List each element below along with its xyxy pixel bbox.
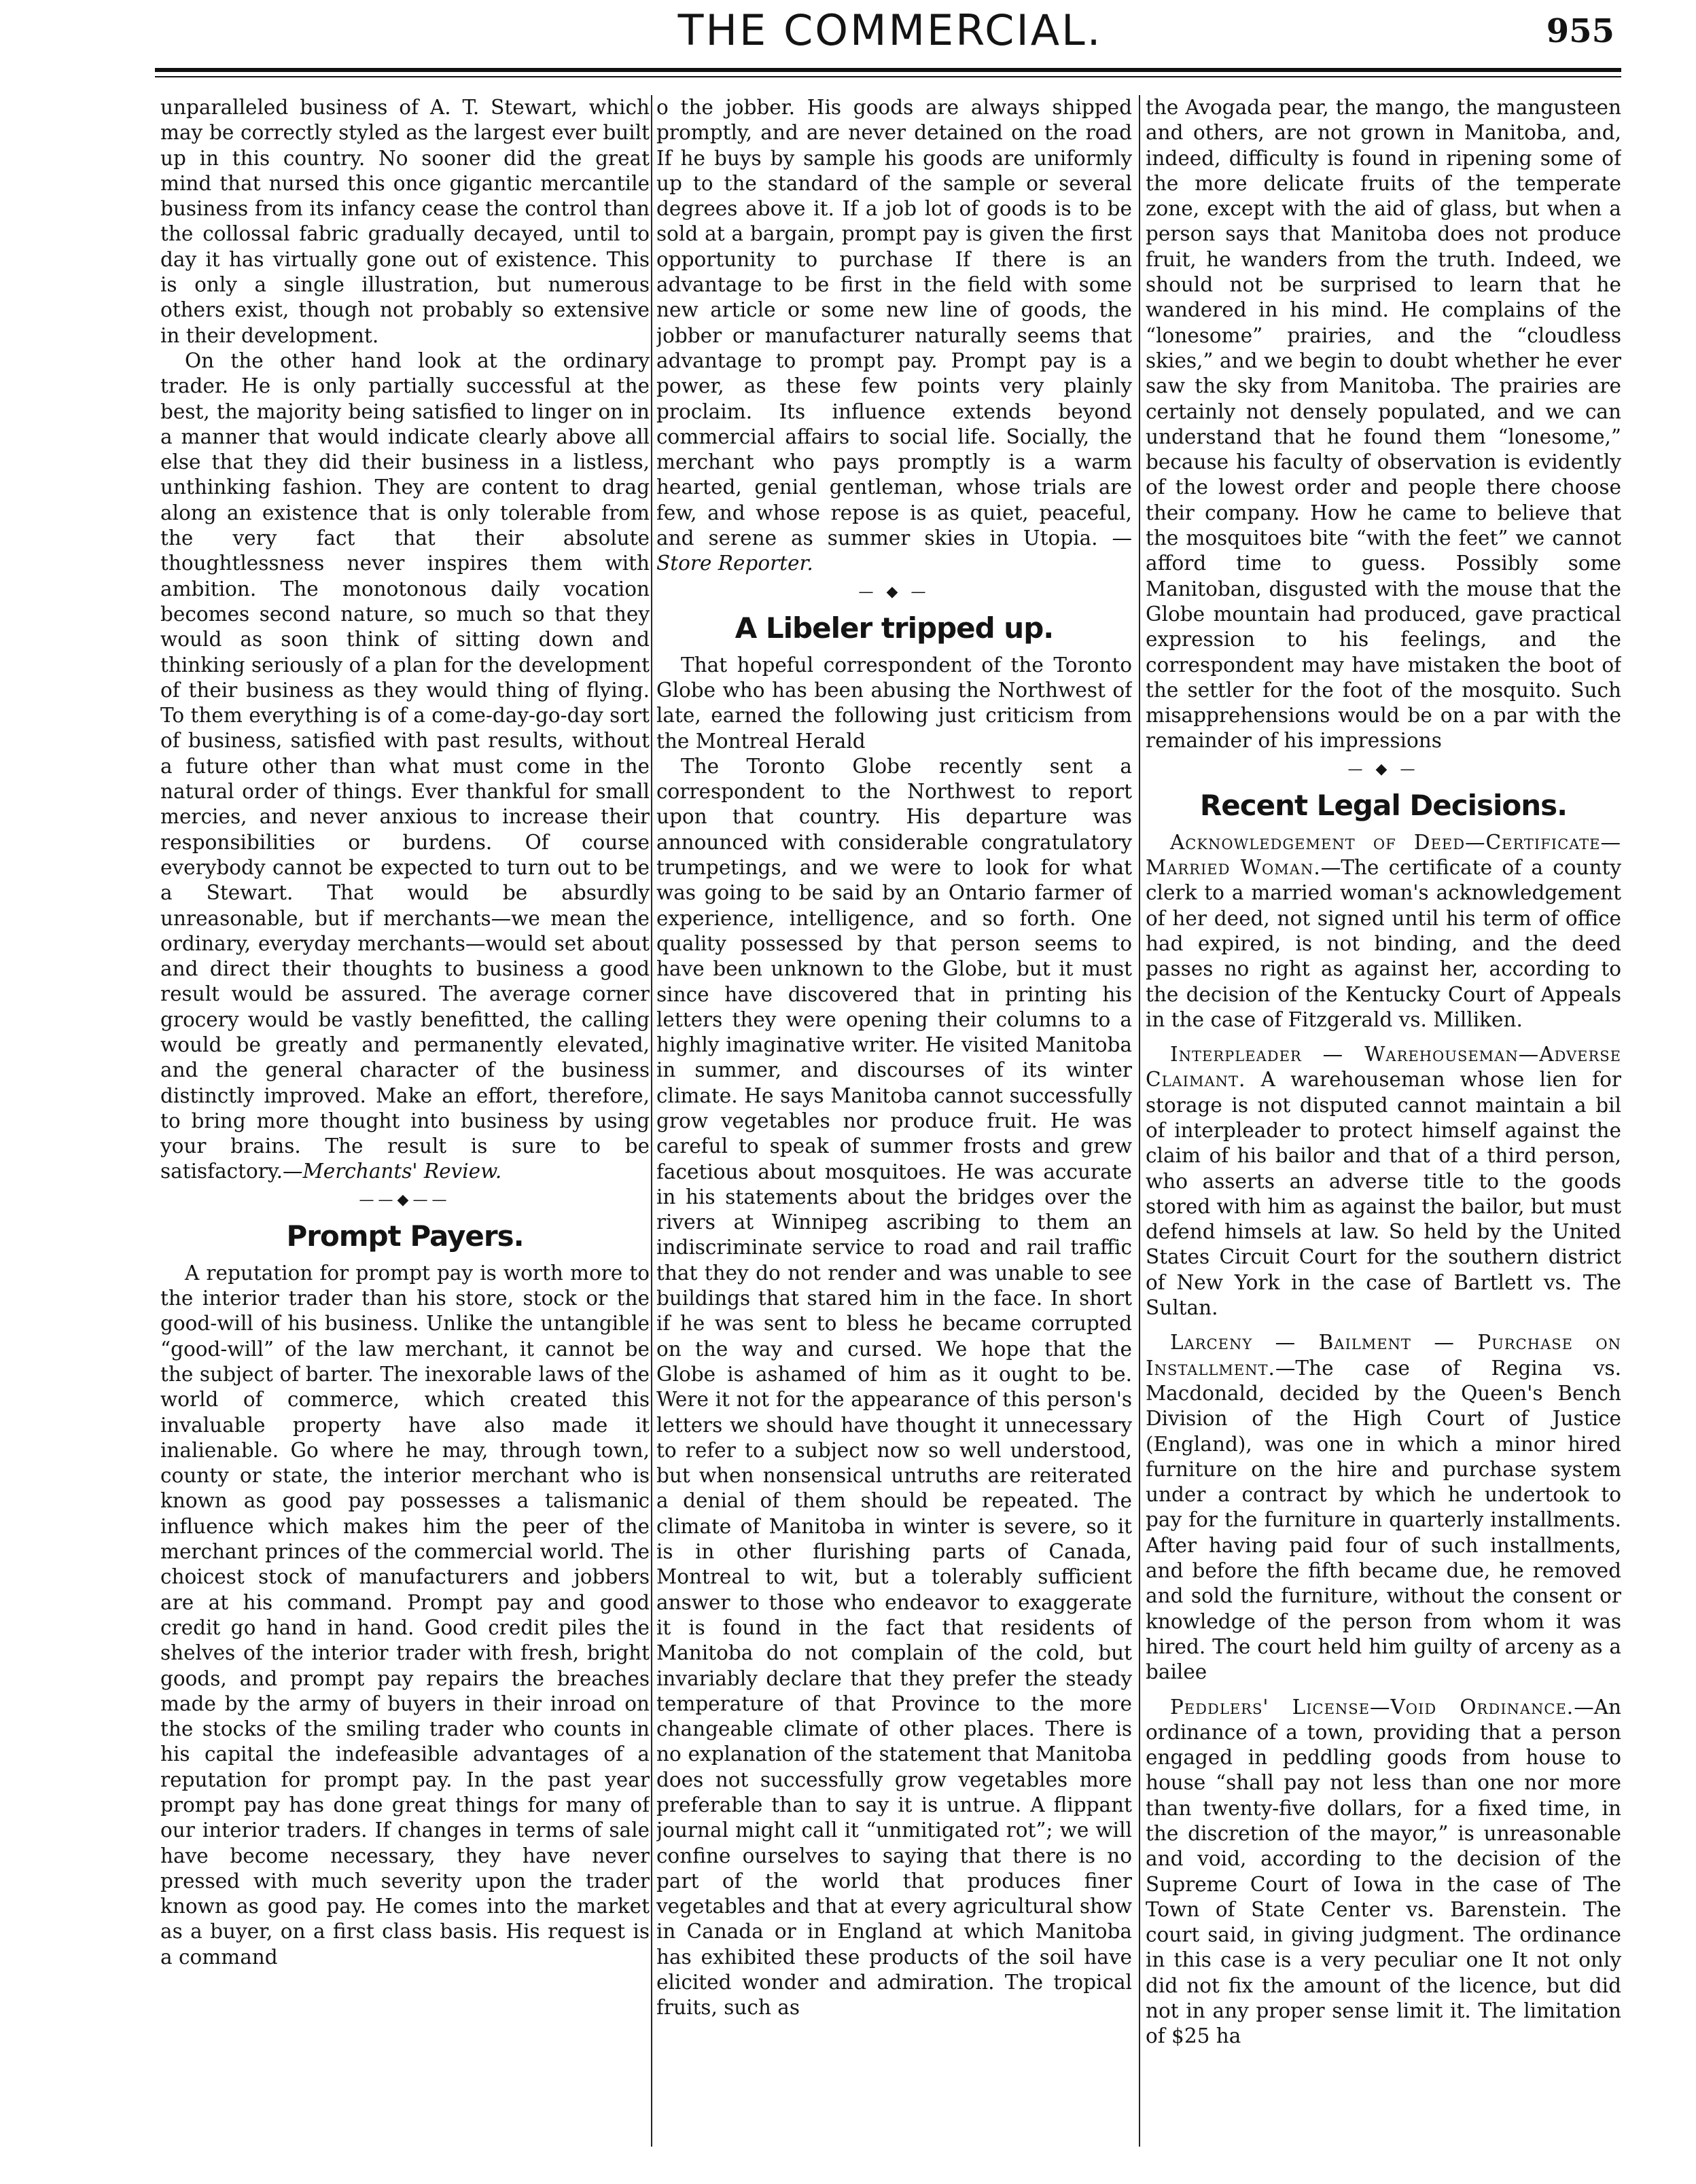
article-source: —Store Reporter.	[656, 526, 1132, 575]
legal-decision	[1146, 1330, 1621, 1685]
article-paragraph	[160, 348, 650, 1185]
decision-text: —The certificate of a county clerk to a married woman's acknowledgement of her deed, not signed until his term of office had expired, is not binding, and the deed passes no right as against her, according to the decision of the Kentucky Court of Appeals in the case of Fitzgerald vs. Milliken.	[1146, 856, 1621, 1031]
decision-heading: Peddlers' License—Void Ordinance.	[1170, 1695, 1574, 1719]
header-rule	[155, 68, 1621, 72]
decision-text: —The case of Regina vs. Macdonald, decided by the Queen's Bench Division of the High Court of Justice (England), was one in which a minor hired furniture on the hire and purchase system under a contract by which he undertook to pay for the furniture in quarterly installments. After having paid four of such installments, and before the fifth became due, he removed and sold the furniture, without the consent or knowledge of the person from whom it was hired. The court held him guilty of arceny as a bailee	[1146, 1356, 1621, 1684]
article-paragraph: A reputation for prompt pay is worth more to the interior trader than his store, stock or the good-will of his business. Unlike the untangible “good-will” of the law merchant, it cannot be the subject of barter. The inexorable laws of the world of commerce, which created this invaluable property have also made it inalienable. Go where he may, through town, county or state, the interior merchant who is known as good pay possesses a talismanic influence which makes him the peer of the merchant princes of the commercial world. The choicest stock of manufacturers and jobbers are at his command. Prompt pay and good credit go hand in hand. Good credit piles the shelves of the interior trader with fresh, bright goods, and prompt pay repairs the breaches made by the army of buyers in their inroad on the stocks of the smiling trader who counts in his capital the indefeasible advantages of a reputation for prompt pay. In the past year prompt pay has done great things for many of our interior traders. If changes in terms of sale have become necessary, they have never pressed with much severity upon the trader known as good pay. He comes into the market as a buyer, on a first class basis. His request is a command	[160, 1261, 650, 1969]
paragraph-text: On the other hand look at the ordinary trader. He is only partially successful at the best, the majority being satisfied to linger on in a manner that would indicate clearly above all else that they did their business in a listless, unthinking fashion. They are content to drag along an existence that is only tolerable from the very fact that their absolute thoughtlessness never inspires them with ambition. The monotonous daily vocation becomes second nature, so much so that they would as soon think of sitting down and thinking seriously of a plan for the development of their business as they would thing of flying. To them everything is of a come-day-go-day sort of business, satisfied with past results, without a future other than what must come in the natural order of things. Ever thankful for small mercies, and never anxious to increase their responsibilities or burdens. Of course everybody cannot be expected to turn out to be a Stewart. That would be absurdly unreasonable, but if merchants—we mean the ordinary, everyday merchants—would set about and direct their thoughts to business a good result would be assured. The average corner grocery would be vastly benefitted, the calling would be greatly and permanently elevated, and the general character of the business distinctly improved. Make an effort, therefore, to bring more thought into business by using your brains. The result is sure to be satisfactory.	[160, 348, 650, 1183]
decision-text: A warehouseman whose lien for storage is not disputed cannot maintain a bil of interpleader to protect himself against the claim of his bailor and that of a third person, who asserts an adverse title to the goods stored with him as against the bailor, but must defend himsels at law. So held by the United States Circuit Court for the southern district of New York in the case of Bartlett vs. The Sultan.	[1146, 1068, 1621, 1320]
article-paragraph	[656, 95, 1132, 577]
paragraph-text: o the jobber. His goods are always shipped promptly, and are never detained on the road If he buys by sample his goods are uniformly up to the standard of the sample or several degrees above it. If a job lot of goods is to be sold at a bargain, prompt pay is given the first opportunity to purchase If there is an advantage to be first in the field with some new article or some new line of goods, the jobber or manufacturer naturally seems that advantage to prompt pay. Prompt pay is a power, as these few points very plainly proclaim. Its influence extends beyond commercial affairs to social life. Socially, the merchant who pays promptly is a warm hearted, genial gentleman, whose trials are few, and whose repose is as quiet, peaceful, and serene as summer skies in Utopia.	[656, 96, 1132, 550]
column-center	[656, 95, 1132, 2147]
decision-heading: Interpleader — Warehouseman—Adverse Claimant.	[1146, 1043, 1621, 1092]
legal-decision	[1146, 830, 1621, 1033]
article-source: —Merchants' Review.	[283, 1160, 502, 1183]
section-separator: ——◆——	[359, 1191, 451, 1209]
article-paragraph: unparalleled business of A. T. Stewart, which may be correctly styled as the largest ever built up in this country. No sooner did the great mind that nursed this once gigantic mercantile business from its infancy cease the control than the collossal fabric gradually decayed, until to day it has virtually gone out of existence. This is only a single illustration, but numerous others exist, though not probably so extensive in their development.	[160, 96, 650, 347]
article-headline: Prompt Payers.	[286, 1219, 524, 1253]
article-paragraph: That hopeful correspondent of the Toronto Globe who has been abusing the Northwest of late, earned the following just criticism from the Montreal Herald	[656, 653, 1132, 753]
article-headline: Recent Legal Decisions.	[1199, 788, 1568, 822]
decision-heading: Larceny — Bailment — Purchase on Installment.	[1146, 1331, 1621, 1380]
decision-text: —An ordinance of a town, providing that a person engaged in peddling goods from house to house “shall pay not less than one nor more than twenty-five dollars, for a fixed time, in the discretion of the mayor,” is unreasonable and void, according to the decision of the Supreme Court of Iowa in the case of The Town of State Center vs. Barenstein. The court said, in giving judgment. The ordinance in this case is a very peculiar one It not only did not fix the amount of the licence, but did not in any proper sense limit it. The limitation of $25 ha	[1146, 1695, 1621, 2048]
column-right	[1146, 95, 1621, 2147]
publication-title: THE COMMERCIAL.	[677, 5, 1103, 55]
page-number: 955	[1546, 12, 1614, 50]
section-separator: — ◆ —	[858, 583, 930, 601]
column-divider	[651, 95, 652, 2147]
section-separator: — ◆ —	[1347, 760, 1419, 778]
header-rule-thin	[155, 76, 1621, 77]
legal-decision	[1146, 1695, 1621, 2049]
column-left	[160, 95, 650, 2147]
decision-heading: Acknowledgement of Deed—Certificate—Married Woman.	[1146, 830, 1621, 880]
article-paragraph: the Avogada pear, the mango, the mangusteen and others, are not grown in Manitoba, and, indeed, difficulty is found in ripening some of the more delicate fruits of the temperate zone, except with the aid of glass, but when a person says that Manitoba does not produce fruit, he wanders from the truth. Indeed, we should not be surprised to learn that he wandered in his mind. He complains of the “lonesome” prairies, and the “cloudless skies,” and we begin to doubt whether he ever saw the sky from Manitoba. The prairies are certainly not densely populated, and we can understand that he found them “lonesome,” because his faculty of observation is evidently of the lowest order and people there choose their company. How he came to believe that the mosquitoes bite “with the feet” we cannot afford time to guess. Possibly some Manitoban, disgusted with the mouse that the Globe mountain had produced, gave practical expression to his feelings, and the correspondent may have mistaken the boot of the settler for the foot of the mosquito. Such misapprehensions would be on a par with the remainder of his impressions	[1146, 96, 1621, 753]
legal-decision	[1146, 1042, 1621, 1321]
article-paragraph: The Toronto Globe recently sent a correspondent to the Northwest to report upon that country. His departure was announced with considerable congratulatory trumpetings, and we were to look for what was going to be said by an Ontario farmer of experience, intelligence, and so forth. One quality possessed by that person seems to have been unknown to the Globe, but it must since have discovered that in printing his letters they were opening their columns to a highly imaginative writer. He visited Manitoba in summer, and discourses of its winter climate. He says Manitoba cannot successfully grow vegetables nor produce fruit. He was careful to speak of summer frosts and grew facetious about mosquitoes. He was accurate in his statements about the bridges over the rivers at Winnipeg ascribing to them an indiscriminate service to road and rail traffic that they do not render and was unable to see buildings that stared him in the face. In short if he was sent to bless he became corrupted on the way and cursed. We hope that the Globe is ashamed of him as it ought to be. Were it not for the appearance of this person's letters we should have thought it unnecessary to refer to a subject now so well understood, but when nonsensical untruths are reiterated a denial of them should be repeated. The climate of Manitoba in winter is severe, so it is in other flurishing parts of Canada, Montreal to wit, but a tolerably sufficient answer to those who endeavor to exaggerate it is found in the fact that residents of Manitoba do not complain of the cold, but invariably declare that they prefer the steady temperature of that Province to the more changeable climate of other places. There is no explanation of the statement that Manitoba does not successfully grow vegetables more preferable than to say it is untrue. A flippant journal might call it “unmitigated rot”; we will confine ourselves to saying that there is no part of the world that produces finer vegetables and that at every agricultural show in Canada or in England at which Manitoba has exhibited these products of the soil have elicited wonder and admiration. The tropical fruits, such as	[656, 754, 1132, 2020]
masthead	[0, 0, 1696, 61]
article-headline: A Libeler tripped up.	[735, 611, 1054, 645]
column-divider	[1139, 95, 1140, 2147]
